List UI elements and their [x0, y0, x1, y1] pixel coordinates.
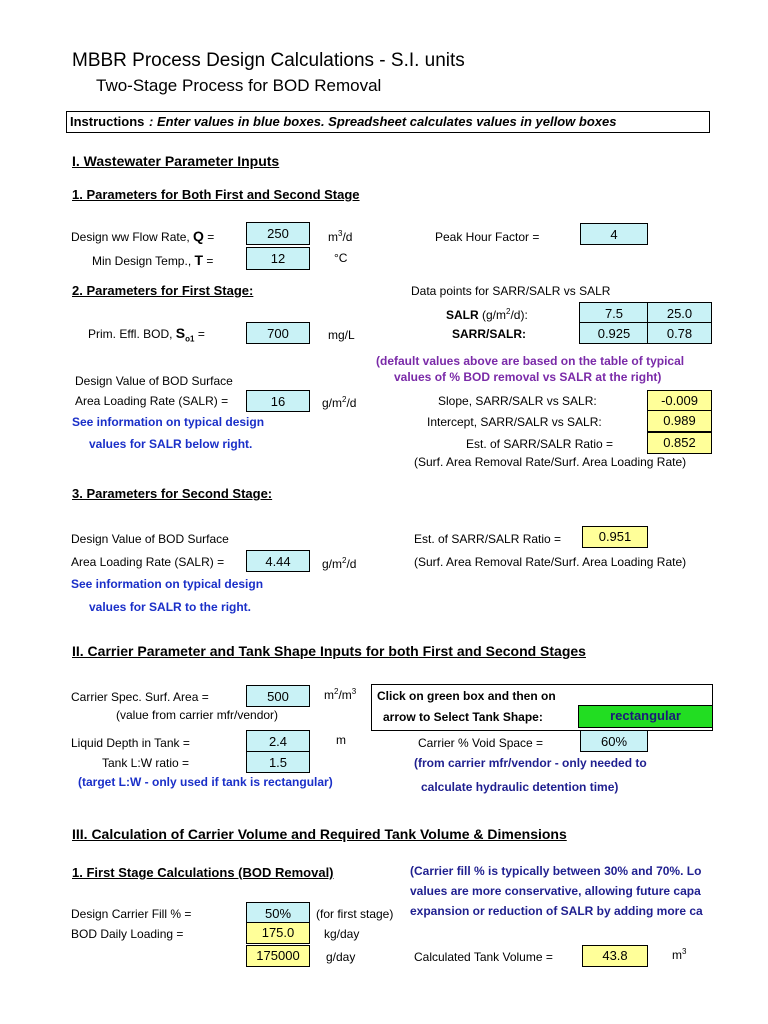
liquid-depth-unit: m [336, 733, 346, 747]
second-info-line1[interactable]: See information on typical design [71, 577, 264, 591]
fill-note-line2: values are more conservative, allowing future capa [410, 884, 701, 898]
tank-volume-label: Calculated Tank Volume = [414, 950, 553, 964]
carrier-area-unit: $m^2/m^3$ [324, 687, 357, 702]
first-salr-line2: Area Loading Rate (SALR) = [75, 394, 229, 408]
bod-loading-kg: 175.0 [246, 922, 310, 944]
void-space-label: Carrier % Void Space = [418, 736, 544, 750]
page-subtitle: Two-Stage Process for BOD Removal [96, 76, 382, 95]
carrier-area-label: Carrier Spec. Surf. Area = [71, 690, 209, 704]
lw-ratio-note: (target L:W - only used if tank is rectangular) [78, 775, 333, 789]
tank-shape-select[interactable]: rectangular [578, 705, 713, 728]
tank-volume-value: 43.8 [582, 945, 648, 967]
flow-rate-label: Design ww Flow Rate, Q = [71, 228, 215, 244]
peak-factor-label: Peak Hour Factor = [435, 230, 540, 244]
first-ratio-note: (Surf. Area Removal Rate/Surf. Area Loading Rate) [414, 455, 687, 469]
section2-heading: II. Carrier Parameter and Tank Shape Inputs for both First and Second Stages [72, 643, 586, 659]
lw-ratio-label: Tank L:W ratio = [102, 756, 190, 770]
liquid-depth-label: Liquid Depth in Tank = [71, 736, 190, 750]
default-note-line2: values of % BOD removal vs SALR at the right) [394, 370, 662, 384]
second-ratio-note: (Surf. Area Removal Rate/Surf. Area Loading Rate) [414, 555, 687, 569]
second-salr-line1: Design Value of BOD Surface [71, 532, 229, 546]
first-salr-line1: Design Value of BOD Surface [75, 374, 233, 388]
carrier-fill-note: (for first stage) [316, 907, 394, 921]
salr-row-label: SALR $(g/m^2/d)$: [446, 307, 528, 322]
prim-bod-unit: mg/L [328, 328, 355, 342]
bod-loading-g: 175000 [246, 945, 310, 967]
intercept-label: Intercept, SARR/SALR vs SALR: [427, 415, 602, 429]
both-stage-heading: 1. Parameters for Both First and Second Stage [72, 187, 360, 202]
instructions-text: : Enter values in blue boxes. Spreadsheet calculates values in yellow boxes [149, 114, 617, 129]
section3-heading: III. Calculation of Carrier Volume and Required Tank Volume & Dimensions [72, 826, 567, 842]
first-salr-unit: $g/m^2/d$ [322, 395, 357, 410]
second-stage-heading: 3. Parameters for Second Stage: [72, 486, 273, 501]
first-stage-heading: 2. Parameters for First Stage: [72, 283, 254, 298]
carrier-fill-label: Design Carrier Fill % = [71, 907, 192, 921]
datapoints-title: Data points for SARR/SALR vs SALR [411, 284, 611, 298]
page-title: MBBR Process Design Calculations - S.I. units [72, 50, 465, 71]
temp-label: Min Design Temp., T = [92, 252, 214, 268]
slope-label: Slope, SARR/SALR vs SALR: [438, 394, 597, 408]
tank-volume-unit: $m^3$ [672, 947, 687, 962]
first-stage-calc-heading: 1. First Stage Calculations (BOD Removal) [72, 865, 334, 880]
bod-loading-g-unit: g/day [326, 950, 356, 964]
carrier-fill-input[interactable] [246, 902, 310, 924]
first-info-line2[interactable]: values for SALR below right. [89, 437, 253, 451]
sarr-row-label: SARR/SALR: [452, 327, 526, 341]
second-salr-line2: Area Loading Rate (SALR) = [71, 555, 225, 569]
second-ratio-value: 0.951 [582, 526, 648, 548]
tank-shape-line2: arrow to Select Tank Shape: [383, 710, 543, 724]
second-ratio-label: Est. of SARR/SALR Ratio = [414, 532, 562, 546]
prim-bod-label: Prim. Effl. BOD, $S_{o1}$ = [88, 325, 205, 344]
temp-unit: °C [334, 251, 348, 265]
second-salr-unit: $g/m^2/d$ [322, 556, 357, 571]
fill-note-line3: expansion or reduction of SALR by adding more ca [410, 904, 703, 918]
first-info-line1[interactable]: See information on typical design [72, 415, 265, 429]
first-ratio-label: Est. of SARR/SALR Ratio = [466, 437, 614, 451]
void-note-line2: calculate hydraulic detention time) [421, 780, 619, 794]
bod-loading-label: BOD Daily Loading = [71, 927, 184, 941]
second-info-line2[interactable]: values for SALR to the right. [89, 600, 252, 614]
bod-loading-kg-unit: kg/day [324, 927, 360, 941]
slope-value: -0.009 [647, 390, 712, 412]
carrier-area-note: (value from carrier mfr/vendor) [116, 708, 279, 722]
void-note-line1: (from carrier mfr/vendor - only needed to [414, 756, 647, 770]
flow-rate-unit: $m^3/d$ [328, 229, 353, 244]
tank-shape-line1: Click on green box and then on [377, 689, 556, 703]
fill-note-line1: (Carrier fill % is typically between 30% and 70%. Lo [410, 864, 702, 878]
section1-heading: I. Wastewater Parameter Inputs [72, 153, 280, 169]
first-ratio-value: 0.852 [647, 432, 712, 454]
intercept-value: 0.989 [647, 410, 712, 432]
instructions-label: Instructions [70, 114, 145, 129]
default-note-line1: (default values above are based on the table of typical [376, 354, 685, 368]
